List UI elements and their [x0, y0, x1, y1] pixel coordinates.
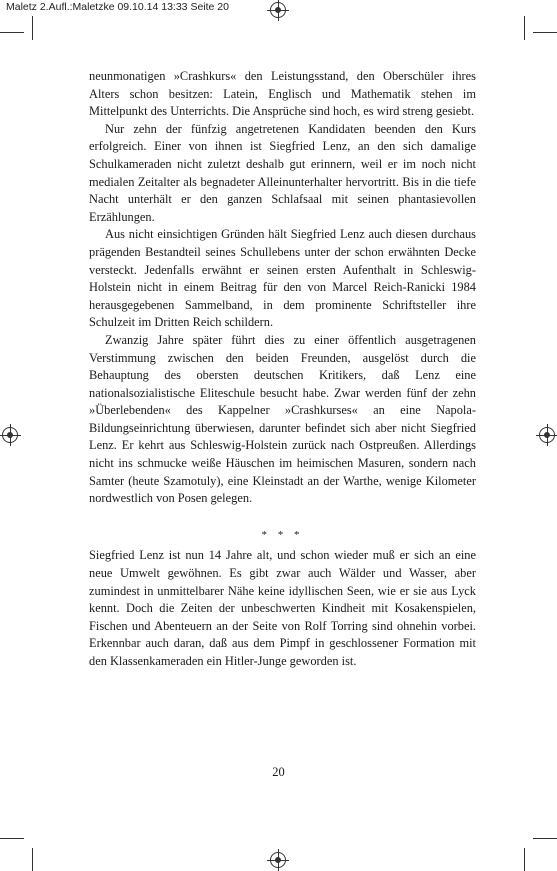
crop-mark-top-left-v	[32, 16, 33, 40]
paragraph-4: Zwanzig Jahre später führt dies zu einer öffentlich ausgetragenen Verstimmung zwischen den beiden Freunden, ausgelöst durch die Behauptung des obersten deutschen Kritikers, daß Lenz eine nationalsozialistische Eliteschule besucht habe. Zwar werden fünf der zehn »Überlebenden« des Kappelner »Crashkurses« an eine Napola-Bildungseinrichtung überwiesen, darunter befindet sich aber nicht Siegfried Lenz. Er kehrt aus Schleswig-Holstein zurück nach Ostpreußen. Allerdings nicht ins schmucke weiße Häuschen im heimischen Masuren, sondern nach Samter (heute Szamotuly), eine Kleinstadt an der Warthe, wenige Kilometer nordwestlich von Posen gelegen.	[89, 332, 476, 506]
body-text	[89, 68, 476, 671]
registration-mark-bottom-icon	[270, 852, 286, 868]
paragraph-3: Aus nicht einsichtigen Gründen hält Siegfried Lenz auch diesen durchaus prägenden Bestandteil seines Schullebens unter der schon erwähnten Decke versteckt. Jedenfalls erwähnt er seinen ersten Aufenthalt in Schleswig-Holstein nicht in einem Beitrag für den von Marcel Reich-Ranicki 1984 herausgegebenen Sammelband, in dem prominente Schriftsteller ihre Schulzeit im Dritten Reich schildern.	[89, 227, 476, 330]
page-number: 20	[272, 765, 285, 779]
crop-mark-bottom-right-h	[533, 838, 557, 839]
paragraph-2: Nur zehn der fünfzig angetretenen Kandidaten beenden den Kurs erfolgreich. Einer von ihnen ist Siegfried Lenz, an den sich damalige Schulkameraden nicht zuletzt deshalb gut erinnern, weil er im noch nicht medialen Zeitalter als begnadeter Alleinunterhalter hervortritt. Bis in die tiefe Nacht unterhält er den ganzen Schlafsaal mit seinen phantasievollen Erzählungen.	[89, 121, 476, 224]
section-separator: * * *	[261, 528, 304, 541]
crop-mark-bottom-left-v	[32, 848, 33, 871]
registration-mark-left-icon	[2, 427, 18, 443]
registration-mark-right-icon	[539, 427, 555, 443]
paragraph-5: Siegfried Lenz ist nun 14 Jahre alt, und schon wieder muß er sich an eine neue Umwelt gewöhnen. Es gibt zwar auch Wälder und Wasser, aber zumindest in unmittelbarer Nähe keine idyllischen Seen, wie er sie aus Lyck kennt. Doch die Zeiten der unbeschwerten Kindheit mit Kosakenspielen, Fischen und Abenteuern an der Seite von Rolf Torring sind ohnehin vorbei. Erkennbar auch daran, daß aus dem Pimpf in geschlossener Formation mit den Klassenkameraden ein Hitler-Junge geworden ist.	[89, 548, 476, 668]
registration-mark-top-icon	[270, 2, 286, 18]
crop-mark-bottom-left-h	[0, 838, 24, 839]
crop-mark-top-left-h	[0, 32, 24, 33]
paragraph-1: neunmonatigen »Crashkurs« den Leistungsstand, den Oberschüler ihres Alters schon besitzen: Latein, Englisch und Mathematik stehen im Mittelpunkt des Unterrichts. Die Ansprüche sind hoch, es wird streng gesiebt.	[89, 69, 476, 119]
crop-mark-bottom-right-v	[524, 848, 525, 871]
print-slug: Maletz 2.Aufl.:Maletzke 09.10.14 13:33 Seite 20	[6, 1, 229, 13]
crop-mark-top-right-v	[524, 16, 525, 40]
crop-mark-top-right-h	[533, 32, 557, 33]
